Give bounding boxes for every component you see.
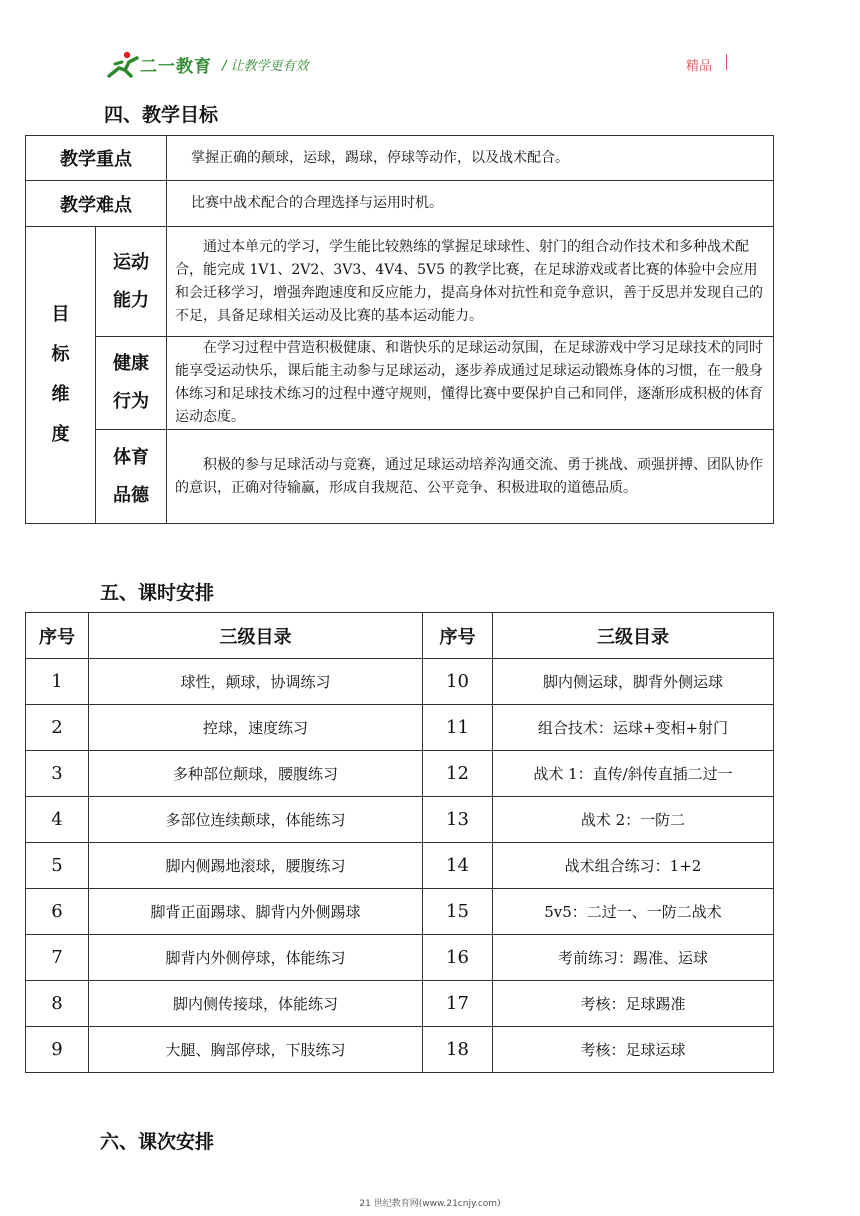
table-row — [26, 659, 774, 705]
lesson-title: 战术 1：直传/斜传直插二过一 — [493, 751, 774, 797]
page-header — [0, 0, 860, 90]
col-header-number: 序号 — [423, 613, 493, 659]
quality-tag: 精品 — [686, 59, 713, 74]
lesson-number: 8 — [26, 981, 89, 1027]
table-row — [26, 981, 774, 1027]
lesson-title: 考核：足球运球 — [493, 1027, 774, 1073]
difficulty-text: 比赛中战术配合的合理选择与运用时机。 — [167, 181, 774, 227]
lesson-title: 脚内侧运球，脚背外侧运球 — [493, 659, 774, 705]
dimension-row — [26, 337, 774, 430]
table-row — [26, 797, 774, 843]
label-line: 品德 — [113, 484, 149, 506]
schedule-body — [26, 659, 774, 1073]
lesson-number: 15 — [423, 889, 493, 935]
lesson-title: 组合技术：运球+变相+射门 — [493, 705, 774, 751]
section-4-title: 四、教学目标 — [104, 104, 219, 126]
lesson-title: 球性，颠球，协调练习 — [89, 659, 423, 705]
teaching-goals-table — [25, 135, 774, 524]
lesson-number: 18 — [423, 1027, 493, 1073]
lesson-number: 10 — [423, 659, 493, 705]
lesson-title: 战术组合练习：1+2 — [493, 843, 774, 889]
lesson-title: 脚背正面踢球、脚背内外侧踢球 — [89, 889, 423, 935]
header-divider — [726, 54, 727, 70]
key-point-row — [26, 136, 774, 181]
lesson-number: 16 — [423, 935, 493, 981]
motor-ability-label — [96, 227, 167, 337]
lesson-title: 5v5：二过一、一防二战术 — [493, 889, 774, 935]
lesson-number: 13 — [423, 797, 493, 843]
col-header-title: 三级目录 — [493, 613, 774, 659]
col-header-title: 三级目录 — [89, 613, 423, 659]
lesson-title: 脚内侧传接球，体能练习 — [89, 981, 423, 1027]
brand-name: 二一教育 — [140, 57, 212, 77]
lesson-title: 考前练习：踢准、运球 — [493, 935, 774, 981]
table-row — [26, 705, 774, 751]
health-behavior-label — [96, 337, 167, 430]
lesson-number: 4 — [26, 797, 89, 843]
dimension-char: 目 — [51, 304, 70, 325]
label-line: 健康 — [113, 353, 149, 374]
label-line: 运动 — [113, 251, 149, 273]
col-header-number: 序号 — [26, 613, 89, 659]
lesson-title: 考核：足球踢准 — [493, 981, 774, 1027]
lesson-title: 脚背内外侧停球，体能练习 — [89, 935, 423, 981]
lesson-number: 7 — [26, 935, 89, 981]
dimension-char: 标 — [51, 344, 70, 365]
dimension-row — [26, 430, 774, 524]
key-point-label: 教学重点 — [26, 136, 167, 181]
schedule-table — [25, 612, 774, 1073]
label-line: 能力 — [113, 289, 149, 311]
lesson-number: 17 — [423, 981, 493, 1027]
dimension-char: 度 — [51, 424, 70, 445]
lesson-title: 多种部位颠球，腰腹练习 — [89, 751, 423, 797]
lesson-title: 多部位连续颠球，体能练习 — [89, 797, 423, 843]
lesson-number: 2 — [26, 705, 89, 751]
label-line: 体育 — [113, 446, 149, 468]
schedule-header-row — [26, 613, 774, 659]
table-row — [26, 843, 774, 889]
lesson-number: 12 — [423, 751, 493, 797]
label-line: 行为 — [113, 391, 149, 412]
lesson-title: 大腿、胸部停球，下肢练习 — [89, 1027, 423, 1073]
lesson-number: 3 — [26, 751, 89, 797]
goal-dimension-label — [26, 227, 96, 524]
lesson-title: 战术 2：一防二 — [493, 797, 774, 843]
difficulty-label: 教学难点 — [26, 181, 167, 227]
lesson-number: 14 — [423, 843, 493, 889]
table-row — [26, 935, 774, 981]
lesson-number: 9 — [26, 1027, 89, 1073]
section-6-title: 六、课次安排 — [100, 1131, 215, 1153]
footer-text: 21 世纪教育网(www.21cnjy.com) — [359, 1199, 501, 1209]
sports-ethics-text: 积极的参与足球活动与竞赛，通过足球运动培养沟通交流、勇于挑战、顽强拼搏、团队协作的意识，正确对待输赢，形成自我规范、公平竞争、积极进取的道德品质。 — [167, 430, 774, 524]
health-behavior-text: 在学习过程中营造积极健康、和谐快乐的足球运动氛围，在足球游戏中学习足球技术的同时能享受运动快乐，课后能主动参与足球运动，逐步养成通过足球运动锻炼身体的习惯，在一般身体练习和足球技术练习的过程中遵守规则，懂得比赛中要保护自己和同伴，逐渐形成积极的体育运动态度。 — [167, 337, 774, 430]
lesson-number: 6 — [26, 889, 89, 935]
lesson-number: 11 — [423, 705, 493, 751]
brand-slogan: / 让教学更有效 — [222, 59, 309, 74]
section-5-title: 五、课时安排 — [100, 582, 215, 604]
lesson-title: 控球，速度练习 — [89, 705, 423, 751]
sports-ethics-label — [96, 430, 167, 524]
lesson-number: 5 — [26, 843, 89, 889]
table-row — [26, 1027, 774, 1073]
lesson-number: 1 — [26, 659, 89, 705]
table-row — [26, 889, 774, 935]
table-row — [26, 751, 774, 797]
runner-logo-icon — [105, 50, 143, 80]
dimension-char: 维 — [51, 384, 70, 405]
lesson-title: 脚内侧踢地滚球，腰腹练习 — [89, 843, 423, 889]
difficulty-row — [26, 181, 774, 227]
motor-ability-text: 通过本单元的学习，学生能比较熟练的掌握足球球性、射门的组合动作技术和多种战术配合，能完成 1V1、2V2、3V3、4V4、5V5 的教学比赛，在足球游戏或者比赛的体验中会应用和会迁移学习，增强奔跑速度和反应能力，提高身体对抗性和竞争意识，善于反思并发现自己的不足，具备足球相关运动及比赛的基本运动能力。 — [167, 227, 774, 337]
dimension-row — [26, 227, 774, 337]
key-point-text: 掌握正确的颠球，运球，踢球，停球等动作，以及战术配合。 — [167, 136, 774, 181]
